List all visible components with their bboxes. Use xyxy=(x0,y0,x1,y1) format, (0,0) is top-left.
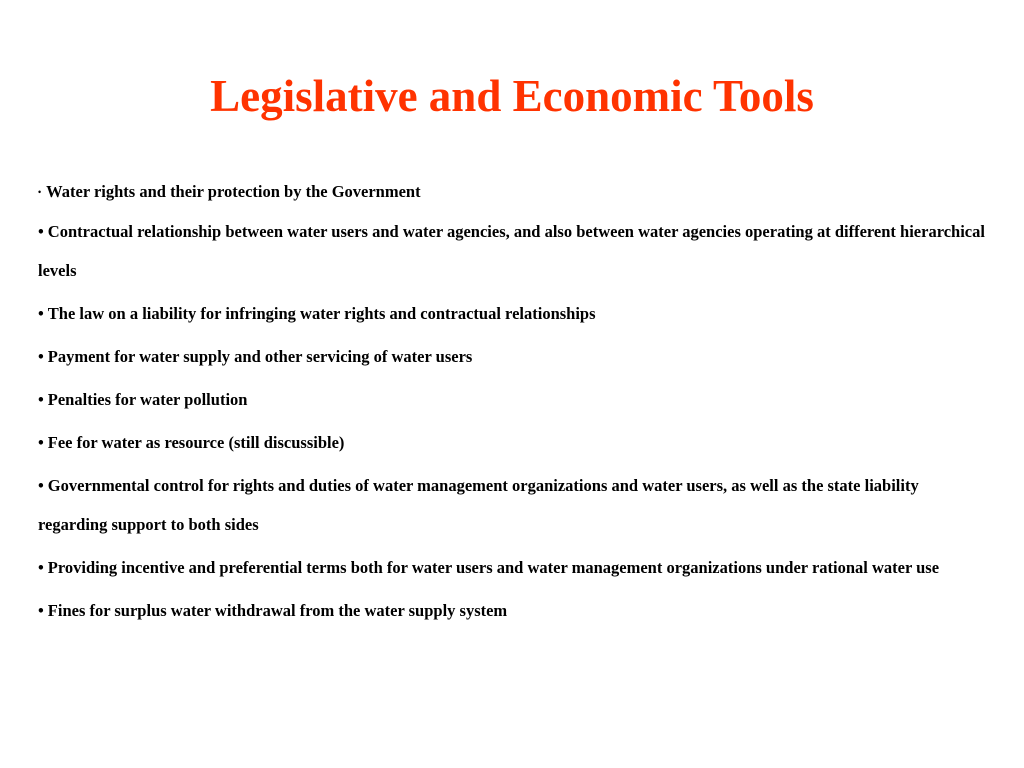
bullet-text: Governmental control for rights and duties of water management organizations and water users, as well as the state liability regarding support to both sides xyxy=(38,476,919,534)
bullet-text: Penalties for water pollution xyxy=(47,390,248,409)
bullet-item-3 xyxy=(38,294,988,333)
bullet-text: Providing incentive and preferential terms both for water users and water management organizations under rational water use xyxy=(47,558,940,577)
bullet-icon: • xyxy=(38,222,44,241)
bullet-icon: • xyxy=(38,304,44,323)
bullet-item-5 xyxy=(38,380,988,419)
bullet-icon: • xyxy=(38,433,44,452)
bullet-item-4 xyxy=(38,337,988,376)
bullet-item-8 xyxy=(38,548,988,587)
bullet-icon: • xyxy=(38,601,44,620)
bullet-item-7 xyxy=(38,466,988,544)
bullet-item-9 xyxy=(38,591,988,630)
bullet-text: Fines for surplus water withdrawal from the water supply system xyxy=(47,601,508,620)
bullet-text: Water rights and their protection by the Government xyxy=(46,182,421,201)
bullet-text: Fee for water as resource (still discussible) xyxy=(47,433,345,452)
bullet-text: The law on a liability for infringing water rights and contractual relationships xyxy=(47,304,596,323)
bullet-icon: • xyxy=(38,476,44,495)
bullet-item-1 xyxy=(38,172,988,212)
bullet-text: Payment for water supply and other servicing of water users xyxy=(47,347,473,366)
bullet-icon: • xyxy=(38,187,42,197)
bullet-icon: • xyxy=(38,390,44,409)
bullet-text: Contractual relationship between water users and water agencies, and also between water agencies operating at different hierarchical levels xyxy=(38,222,985,280)
bullet-icon: • xyxy=(38,558,44,577)
bullet-icon: • xyxy=(38,347,44,366)
slide-title: Legislative and Economic Tools xyxy=(210,71,814,121)
bullet-item-6 xyxy=(38,423,988,462)
bullet-list xyxy=(38,172,988,634)
bullet-item-2 xyxy=(38,212,988,290)
